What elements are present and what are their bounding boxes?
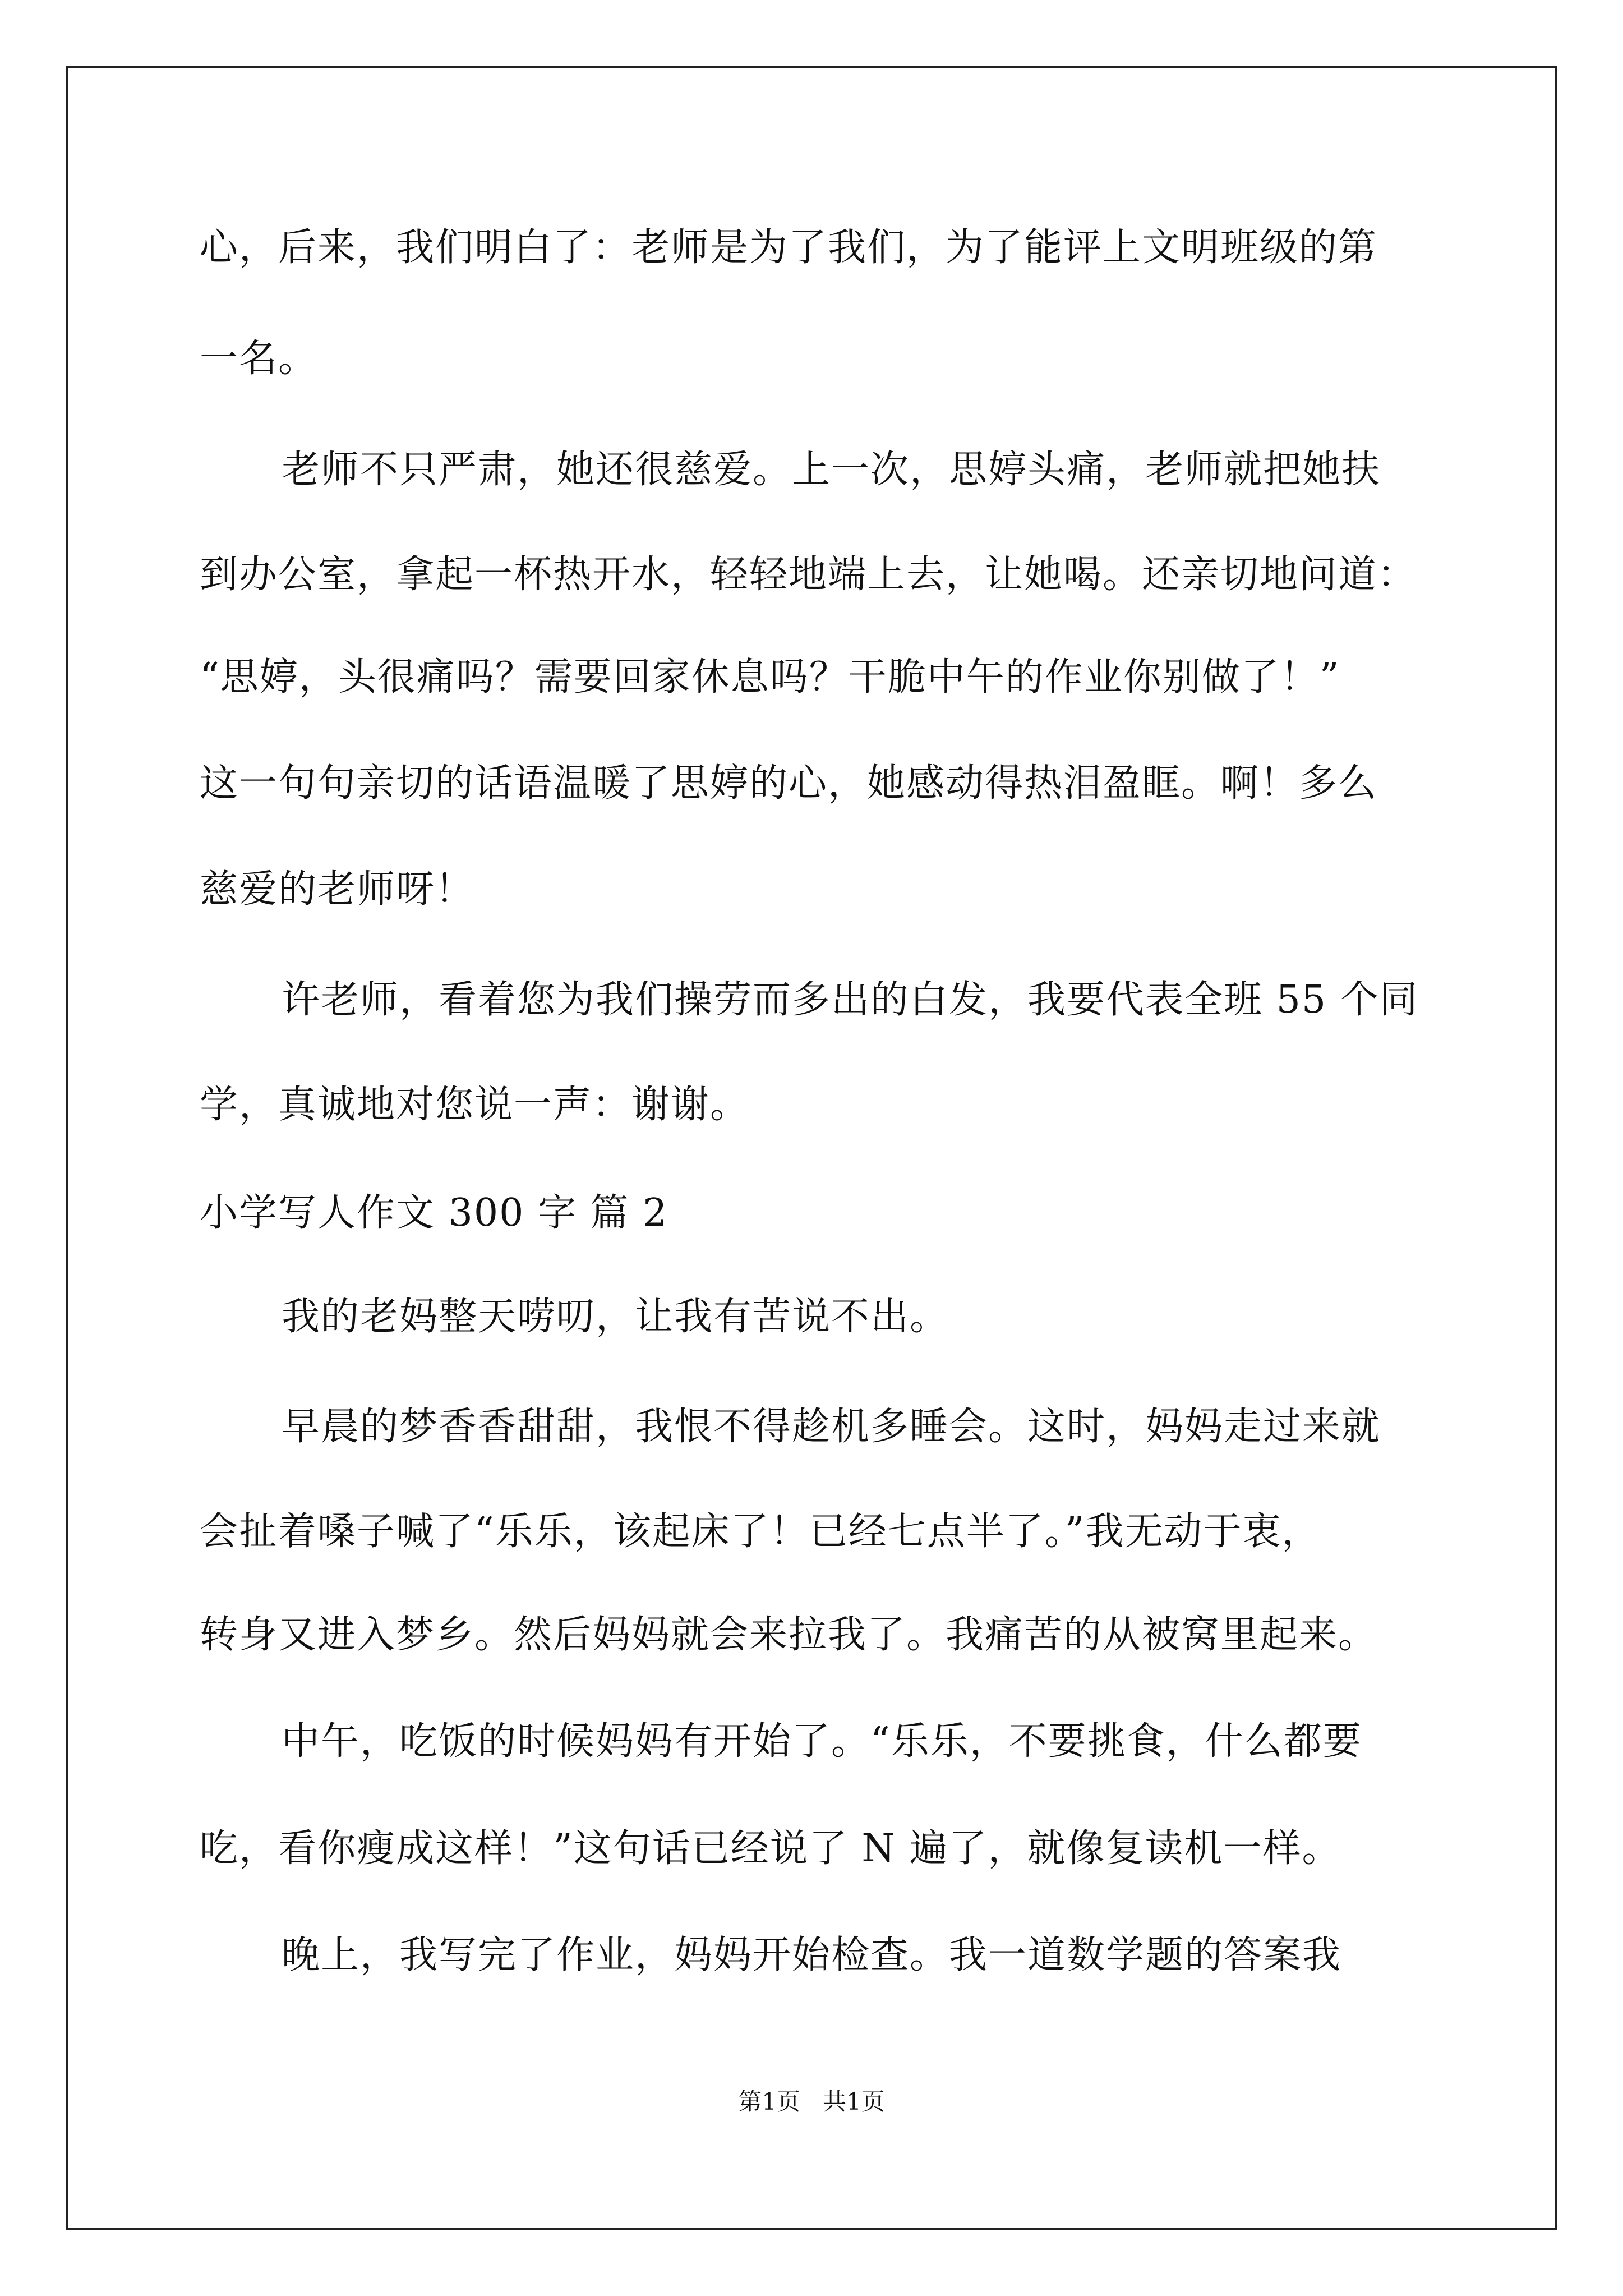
text-line: 到办公室，拿起一杯热开水，轻轻地端上去，让她喝。还亲切地问道： [200, 553, 1417, 597]
paragraph-start-line: 中午，吃饭的时候妈妈有开始了。“乐乐，不要挑食，什么都要 [282, 1719, 1362, 1764]
section-heading: 小学写人作文 300 字 篇 2 [200, 1191, 668, 1235]
text-line: 转身又进入梦乡。然后妈妈就会来拉我了。我痛苦的从被窝里起来。 [200, 1613, 1378, 1657]
text-line: 学，真诚地对您说一声：谢谢。 [200, 1083, 750, 1127]
text-line: 一名。 [200, 337, 318, 381]
text-line: “思婷，头很痛吗？需要回家休息吗？干脆中午的作业你别做了！” [200, 655, 1340, 700]
paragraph-start-line: 老师不只严肃，她还很慈爱。上一次，思婷头痛，老师就把她扶 [282, 448, 1381, 492]
text-line: 心，后来，我们明白了：老师是为了我们，为了能评上文明班级的第 [200, 226, 1378, 270]
paragraph-start-line: 早晨的梦香香甜甜，我恨不得趁机多睡会。这时，妈妈走过来就 [282, 1405, 1381, 1449]
paragraph-start-line: 我的老妈整天唠叨，让我有苦说不出。 [282, 1295, 949, 1339]
text-line: 慈爱的老师呀！ [200, 867, 475, 912]
paragraph-start-line: 晚上，我写完了作业，妈妈开始检查。我一道数学题的答案我 [282, 1933, 1342, 1977]
page-border [66, 66, 1557, 2230]
page-footer: 第1页 共1页 [738, 2088, 885, 2115]
paragraph-start-line: 许老师，看着您为我们操劳而多出的白发，我要代表全班 55 个同 [282, 978, 1419, 1022]
text-line: 吃，看你瘦成这样！”这句话已经说了 N 遍了，就像复读机一样。 [200, 1826, 1341, 1871]
text-line: 这一句句亲切的话语温暖了思婷的心，她感动得热泪盈眶。啊！多么 [200, 761, 1378, 806]
text-line: 会扯着嗓子喊了“乐乐，该起床了！已经七点半了。”我无动于衷， [200, 1510, 1321, 1554]
